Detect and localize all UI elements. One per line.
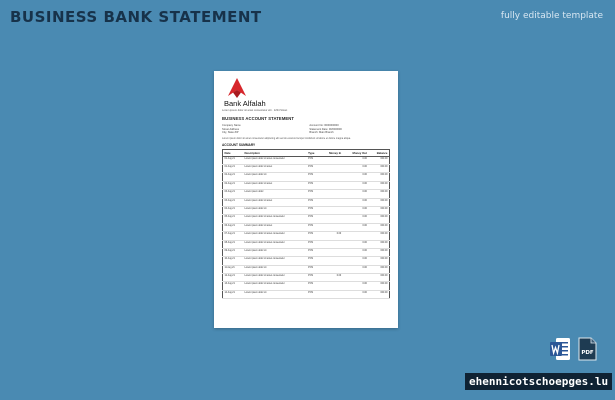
- table-row: [223, 257, 390, 265]
- cell-type: POS: [307, 257, 321, 265]
- statement-document: [214, 71, 398, 328]
- transactions-table: [222, 149, 390, 300]
- cell-money-in: [320, 164, 342, 172]
- cell-money-out: 0.00: [343, 215, 369, 223]
- cell-date: 03 Aug 21: [223, 190, 243, 198]
- cell-description: Lorem ipsum dolor sit amet consectetur: [243, 156, 307, 164]
- cell-description: Lorem ipsum dolor sit amet consectetur: [243, 240, 307, 248]
- info-right-line: Statement Date: 00/00/0000: [309, 127, 342, 131]
- bank-name-part2: Alfalah: [242, 99, 266, 108]
- bank-name-part1: Bank: [224, 99, 242, 108]
- cell-money-out: 0.00: [343, 265, 369, 273]
- cell-money-out: 0.00: [343, 164, 369, 172]
- cell-money-out: 0.00: [343, 257, 369, 265]
- table-row: [223, 223, 390, 231]
- column-header-balance: Balance: [368, 149, 389, 156]
- info-right-line: Account No: 0000000000: [309, 124, 339, 128]
- column-header-money-out: Money Out: [343, 149, 369, 156]
- page-headline: BUSINESS BANK STATEMENT: [10, 8, 262, 26]
- format-icons: [549, 337, 598, 361]
- cell-money-out: 0.00: [343, 173, 369, 181]
- cell-money-out: 0.00: [343, 156, 369, 164]
- cell-money-in: [320, 240, 342, 248]
- cell-money-out: 0.00: [343, 223, 369, 231]
- table-row: [223, 215, 390, 223]
- info-left-line: Street Address: [222, 127, 240, 131]
- cell-date: 14 Aug 21: [223, 290, 243, 298]
- cell-description: Lorem ipsum dolor sit: [243, 290, 307, 298]
- cell-type: POS: [307, 248, 321, 256]
- pdf-icon[interactable]: [576, 337, 598, 361]
- cell-description: Lorem ipsum dolor sit: [243, 265, 307, 273]
- table-row: [223, 290, 390, 298]
- account-info: [222, 124, 390, 134]
- cell-balance: 000.00: [368, 190, 389, 198]
- cell-date: 02 Aug 21: [223, 181, 243, 189]
- cell-balance: 000.00: [368, 173, 389, 181]
- table-row: [223, 181, 390, 189]
- cell-date: 02 Aug 21: [223, 173, 243, 181]
- cell-type: POS: [307, 240, 321, 248]
- table-body: [223, 156, 390, 299]
- pdf-icon-label: PDF: [581, 350, 594, 356]
- cell-balance: 000.00: [368, 257, 389, 265]
- cell-description: Lorem ipsum dolor sit amet consectetur: [243, 257, 307, 265]
- cell-money-in: [320, 156, 342, 164]
- table-row: [223, 232, 390, 240]
- cell-money-out: 0.00: [343, 190, 369, 198]
- cell-type: POS: [307, 223, 321, 231]
- info-right-line: Branch: Main Branch: [309, 130, 334, 134]
- cell-date: 04 Aug 21: [223, 206, 243, 214]
- cell-type: POS: [307, 274, 321, 282]
- cell-balance: 000.00: [368, 181, 389, 189]
- cell-description: Lorem ipsum dolor sit amet: [243, 181, 307, 189]
- column-header-description: Description: [243, 149, 307, 156]
- table-row: [223, 198, 390, 206]
- table-row: [223, 173, 390, 181]
- word-icon[interactable]: [549, 337, 571, 361]
- cell-money-in: [320, 206, 342, 214]
- cell-type: POS: [307, 215, 321, 223]
- cell-money-out: 0.00: [343, 198, 369, 206]
- cell-date: 12 Aug 21: [223, 274, 243, 282]
- cell-type: POS: [307, 265, 321, 273]
- cell-money-in: [320, 265, 342, 273]
- cell-balance: 000.00: [368, 223, 389, 231]
- cell-money-in: [320, 173, 342, 181]
- cell-date: 10 Aug 21: [223, 257, 243, 265]
- cell-description: Lorem ipsum dolor sit amet consectetur: [243, 282, 307, 290]
- table-row: [223, 265, 390, 273]
- cell-description: Lorem ipsum dolor sit amet consectetur: [243, 215, 307, 223]
- cell-type: POS: [307, 290, 321, 298]
- statement-note: Lorem ipsum dolor sit amet consectetur adipiscing elit sed do eiusmod tempor incididunt ut labore et dolore magna aliqua.: [222, 137, 351, 141]
- cell-type: POS: [307, 156, 321, 164]
- cell-money-in: [320, 190, 342, 198]
- cell-money-out: [343, 232, 369, 240]
- cell-description: Lorem ipsum dolor sit: [243, 173, 307, 181]
- cell-type: POS: [307, 164, 321, 172]
- bank-logo-icon: [228, 78, 246, 98]
- cell-balance: 000.00: [368, 164, 389, 172]
- cell-balance: 000.00: [368, 274, 389, 282]
- bank-name: [224, 99, 266, 108]
- cell-money-out: 0.00: [343, 206, 369, 214]
- cell-money-out: 0.00: [343, 282, 369, 290]
- table-row: [223, 164, 390, 172]
- cell-type: POS: [307, 190, 321, 198]
- cell-money-in: 0.00: [320, 232, 342, 240]
- cell-type: POS: [307, 198, 321, 206]
- cell-type: POS: [307, 181, 321, 189]
- cell-description: Lorem ipsum dolor sit amet: [243, 164, 307, 172]
- table-header-row: [223, 149, 390, 156]
- table-row: [223, 190, 390, 198]
- cell-balance: 000.00: [368, 240, 389, 248]
- cell-balance: 000.00: [368, 248, 389, 256]
- info-left-line: City, State ZIP: [222, 130, 239, 134]
- cell-money-in: 0.00: [320, 274, 342, 282]
- info-left-line: Company Name: [222, 124, 241, 128]
- summary-title: ACCOUNT SUMMARY: [222, 143, 256, 148]
- table-row: [223, 248, 390, 256]
- cell-balance: 000.00: [368, 156, 389, 164]
- cell-description: Lorem ipsum dolor: [243, 190, 307, 198]
- statement-title: BUSINESS ACCOUNT STATEMENT: [222, 116, 295, 122]
- cell-balance: 000.00: [368, 282, 389, 290]
- bank-address: Lorem ipsum dolor sit amet consectetur elit · 1234 Street: [222, 109, 288, 112]
- column-header-money-in: Money In: [320, 149, 342, 156]
- column-header-type: Type: [307, 149, 321, 156]
- cell-money-in: [320, 181, 342, 189]
- cell-balance: 000.00: [368, 232, 389, 240]
- cell-balance: 000.00: [368, 206, 389, 214]
- column-header-date: Date: [223, 149, 243, 156]
- cell-date: 11 Aug 21: [223, 265, 243, 273]
- cell-date: 01 Aug 21: [223, 156, 243, 164]
- cell-money-in: [320, 282, 342, 290]
- bank-logo: [222, 78, 390, 108]
- cell-balance: 000.00: [368, 215, 389, 223]
- cell-description: Lorem ipsum dolor sit amet: [243, 223, 307, 231]
- table-row: [223, 274, 390, 282]
- page-tagline: fully editable template: [500, 11, 603, 21]
- brand-watermark: ehennicotschoepges.lu: [465, 373, 612, 390]
- cell-description: Lorem ipsum dolor sit: [243, 248, 307, 256]
- cell-balance: 000.00: [368, 265, 389, 273]
- cell-money-out: 0.00: [343, 248, 369, 256]
- cell-money-out: 0.00: [343, 181, 369, 189]
- cell-description: Lorem ipsum dolor sit amet: [243, 198, 307, 206]
- cell-type: POS: [307, 206, 321, 214]
- cell-type: POS: [307, 282, 321, 290]
- cell-money-in: [320, 257, 342, 265]
- cell-money-in: [320, 248, 342, 256]
- cell-date: 01 Aug 21: [223, 164, 243, 172]
- cell-money-in: [320, 290, 342, 298]
- table-row: [223, 282, 390, 290]
- cell-type: POS: [307, 232, 321, 240]
- info-right: [309, 124, 390, 134]
- cell-date: 05 Aug 21: [223, 215, 243, 223]
- info-left: [222, 124, 303, 134]
- cell-date: 08 Aug 21: [223, 240, 243, 248]
- table-row: [223, 156, 390, 164]
- cell-money-out: 0.00: [343, 290, 369, 298]
- cell-description: Lorem ipsum dolor sit amet consectetur: [243, 274, 307, 282]
- cell-date: 09 Aug 21: [223, 248, 243, 256]
- cell-money-out: 0.00: [343, 240, 369, 248]
- cell-money-in: [320, 223, 342, 231]
- cell-balance: 000.00: [368, 290, 389, 298]
- cell-description: Lorem ipsum dolor sit: [243, 206, 307, 214]
- cell-description: Lorem ipsum dolor sit amet consectetur: [243, 232, 307, 240]
- cell-date: 07 Aug 21: [223, 232, 243, 240]
- table-row: [223, 240, 390, 248]
- cell-date: 03 Aug 21: [223, 198, 243, 206]
- cell-money-out: [343, 274, 369, 282]
- cell-date: 06 Aug 21: [223, 223, 243, 231]
- table-row: [223, 206, 390, 214]
- cell-money-in: [320, 215, 342, 223]
- cell-date: 13 Aug 21: [223, 282, 243, 290]
- cell-money-in: [320, 198, 342, 206]
- cell-type: POS: [307, 173, 321, 181]
- cell-balance: 000.00: [368, 198, 389, 206]
